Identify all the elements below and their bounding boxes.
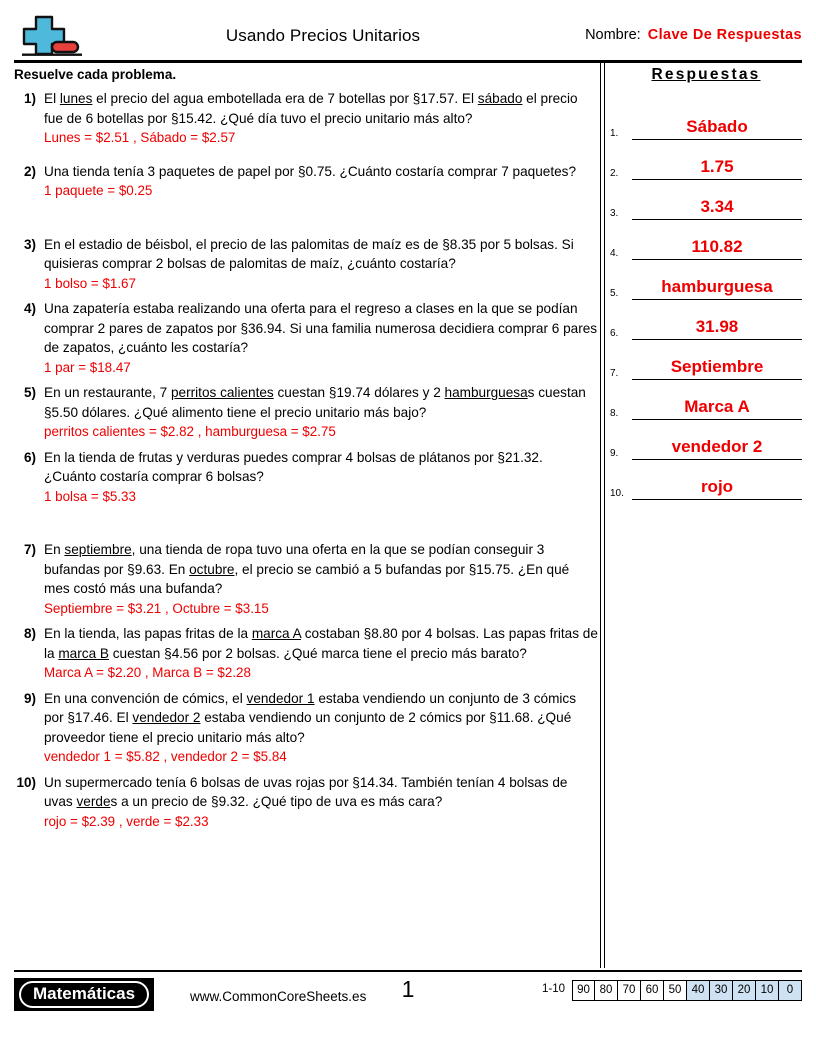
problem-text: En la tienda, las papas fritas de la marca A costaban §8.80 por 4 bolsas. Las papas fritas de la marca B cuestan §4.56 por 2 bolsas. ¿Qué marca tiene el precio más barato? bbox=[44, 626, 598, 661]
problem-text: Una tienda tenía 3 paquetes de papel por §0.75. ¿Cuánto costaría comprar 7 paquetes? bbox=[44, 163, 577, 179]
problem-text: En el estadio de béisbol, el precio de las palomitas de maíz es de §8.35 por 5 bolsas. Si quisieras comprar 2 bolsas de palomitas de maíz, ¿cuánto costaría? bbox=[44, 236, 574, 271]
problem-4 bbox=[14, 299, 598, 377]
answer-index: 2. bbox=[610, 168, 619, 179]
problem-body bbox=[44, 162, 598, 201]
problem-answer: vendedor 1 = $5.82 , vendedor 2 = $5.84 bbox=[44, 749, 287, 764]
answer-row bbox=[610, 220, 802, 260]
answer-value[interactable]: 1.75 bbox=[632, 157, 802, 180]
problem-body bbox=[44, 89, 598, 148]
instructions: Resuelve cada problema. bbox=[14, 67, 177, 82]
answer-row bbox=[610, 460, 802, 500]
problem-text: El lunes el precio del agua embotellada era de 7 botellas por §17.57. El sábado el precio fue de 6 botellas por §15.42. ¿Qué día tuvo el precio unitario más alto? bbox=[44, 91, 578, 126]
grading-scale-box: 40 bbox=[687, 980, 710, 1001]
problem-answer: 1 par = $18.47 bbox=[44, 359, 131, 375]
grading-scale-label: 1-10 bbox=[541, 983, 565, 995]
grading-scale-box: 30 bbox=[710, 980, 733, 1001]
answer-index: 5. bbox=[610, 288, 619, 299]
problem-body bbox=[44, 235, 598, 294]
problem-answer: 1 paquete = $0.25 bbox=[44, 183, 153, 198]
answers-list bbox=[610, 100, 802, 500]
problem-7 bbox=[14, 540, 598, 618]
problem-body bbox=[44, 383, 598, 442]
column-divider bbox=[600, 63, 605, 968]
grading-scale-box: 0 bbox=[779, 980, 802, 1001]
problem-body bbox=[44, 624, 598, 683]
problem-number: 6) bbox=[23, 449, 36, 465]
answer-row bbox=[610, 260, 802, 300]
answer-key-column bbox=[610, 63, 802, 500]
problem-9 bbox=[14, 689, 598, 767]
answer-row bbox=[610, 420, 802, 460]
answer-value[interactable]: vendedor 2 bbox=[632, 437, 802, 460]
answer-row bbox=[610, 300, 802, 340]
answer-value[interactable]: 3.34 bbox=[632, 197, 802, 220]
answer-index: 7. bbox=[610, 368, 619, 379]
site-url: www.CommonCoreSheets.es bbox=[190, 989, 367, 1004]
answer-row bbox=[610, 140, 802, 180]
problem-body bbox=[44, 773, 598, 832]
answer-index: 6. bbox=[610, 328, 619, 339]
name-value: Clave De Respuestas bbox=[647, 27, 802, 43]
problem-number: 3) bbox=[23, 236, 36, 252]
problem-number: 1) bbox=[23, 91, 36, 106]
answer-index: 9. bbox=[610, 448, 619, 459]
name-block bbox=[585, 27, 802, 43]
problem-answer: Marca A = $2.20 , Marca B = $2.28 bbox=[44, 665, 251, 680]
answer-index: 4. bbox=[610, 248, 619, 259]
brand-label: Matemáticas bbox=[19, 981, 149, 1008]
grading-scale-boxes bbox=[572, 980, 802, 1001]
answer-row bbox=[610, 180, 802, 220]
answer-value[interactable]: Marca A bbox=[632, 397, 802, 420]
problem-8 bbox=[14, 624, 598, 683]
problem-6 bbox=[14, 448, 598, 507]
problem-5 bbox=[14, 383, 598, 442]
answer-value[interactable]: Sábado bbox=[632, 117, 802, 140]
problems-list bbox=[14, 89, 598, 831]
problem-text: Un supermercado tenía 6 bolsas de uvas rojas por §14.34. También tenían 4 bolsas de uvas verdes a un precio de §9.32. ¿Qué tipo de uva es más cara? bbox=[44, 774, 568, 809]
answer-index: 10. bbox=[610, 488, 624, 499]
problem-answer: Lunes = $2.51 , Sábado = $2.57 bbox=[44, 130, 236, 145]
answer-value[interactable]: Septiembre bbox=[632, 357, 802, 380]
problem-answer: rojo = $2.39 , verde = $2.33 bbox=[44, 813, 209, 829]
answer-index: 3. bbox=[610, 208, 619, 219]
problems-column bbox=[14, 63, 598, 837]
answer-row bbox=[610, 380, 802, 420]
page-title: Usando Precios Unitarios bbox=[225, 26, 421, 45]
answers-title: Respuestas bbox=[651, 66, 761, 83]
problem-answer: 1 bolso = $1.67 bbox=[44, 275, 136, 291]
problem-answer: 1 bolsa = $5.33 bbox=[44, 488, 136, 504]
problem-10 bbox=[14, 773, 598, 832]
grading-scale-box: 20 bbox=[733, 980, 756, 1001]
problem-body bbox=[44, 299, 598, 377]
problem-3 bbox=[14, 235, 598, 294]
worksheet-body bbox=[14, 63, 802, 968]
grading-scale-box: 70 bbox=[618, 980, 641, 1001]
answer-index: 8. bbox=[610, 408, 619, 419]
problem-number: 4) bbox=[23, 301, 36, 316]
answer-index: 1. bbox=[610, 128, 619, 139]
name-label: Nombre: bbox=[585, 27, 641, 43]
problem-answer: Septiembre = $3.21 , Octubre = $3.15 bbox=[44, 600, 269, 616]
problem-body bbox=[44, 689, 598, 767]
problem-body bbox=[44, 540, 598, 618]
answer-value[interactable]: 110.82 bbox=[632, 237, 802, 260]
problem-number: 2) bbox=[23, 163, 36, 179]
answer-row bbox=[610, 340, 802, 380]
answer-value[interactable]: rojo bbox=[632, 477, 802, 500]
problem-number: 7) bbox=[23, 542, 36, 557]
problem-number: 8) bbox=[23, 626, 36, 641]
worksheet-footer bbox=[14, 972, 802, 1016]
problem-text: Una zapatería estaba realizando una oferta para el regreso a clases en la que se podían comprar 2 pares de zapatos por §36.94. Si una familia numerosa decidiera comprar 6 pares de zapatos, ¿cuánto les costaría? bbox=[44, 301, 598, 355]
grading-scale bbox=[540, 980, 802, 1001]
problem-text: En una convención de cómics, el vendedor 1 estaba vendiendo un conjunto de 3 cómics por §17.46. El vendedor 2 estaba vendiendo un conjunto de 2 cómics por §11.68. ¿Qué proveedor tiene el precio unitario más alto? bbox=[44, 690, 577, 745]
problem-number: 10) bbox=[16, 774, 36, 790]
problem-body bbox=[44, 448, 598, 507]
worksheet-header bbox=[14, 14, 802, 60]
page-number: 1 bbox=[401, 976, 415, 1002]
grading-scale-box: 10 bbox=[756, 980, 779, 1001]
problem-1 bbox=[14, 89, 598, 148]
answer-row bbox=[610, 100, 802, 140]
problem-text: En un restaurante, 7 perritos calientes cuestan §19.74 dólares y 2 hamburguesas cuestan §5.50 dólares. ¿Qué alimento tiene el precio unitario más bajo? bbox=[44, 385, 586, 420]
answer-value[interactable]: 31.98 bbox=[632, 317, 802, 340]
problem-text: En septiembre, una tienda de ropa tuvo una oferta en la que se podían conseguir 3 bufandas por §9.63. En octubre, el precio se cambió a 5 bufandas por §15.75. ¿En qué mes costó más una bufanda? bbox=[44, 542, 570, 596]
problem-2 bbox=[14, 162, 598, 201]
answer-value[interactable]: hamburguesa bbox=[632, 277, 802, 300]
problem-number: 5) bbox=[23, 385, 36, 400]
grading-scale-box: 50 bbox=[664, 980, 687, 1001]
grading-scale-box: 90 bbox=[572, 980, 595, 1001]
problem-answer: perritos calientes = $2.82 , hamburguesa = $2.75 bbox=[44, 424, 336, 439]
grading-scale-box: 60 bbox=[641, 980, 664, 1001]
problem-text: En la tienda de frutas y verduras puedes comprar 4 bolsas de plátanos por §21.32. ¿Cuánto costaría comprar 6 bolsas? bbox=[44, 449, 543, 484]
problem-number: 9) bbox=[23, 690, 36, 706]
grading-scale-box: 80 bbox=[595, 980, 618, 1001]
